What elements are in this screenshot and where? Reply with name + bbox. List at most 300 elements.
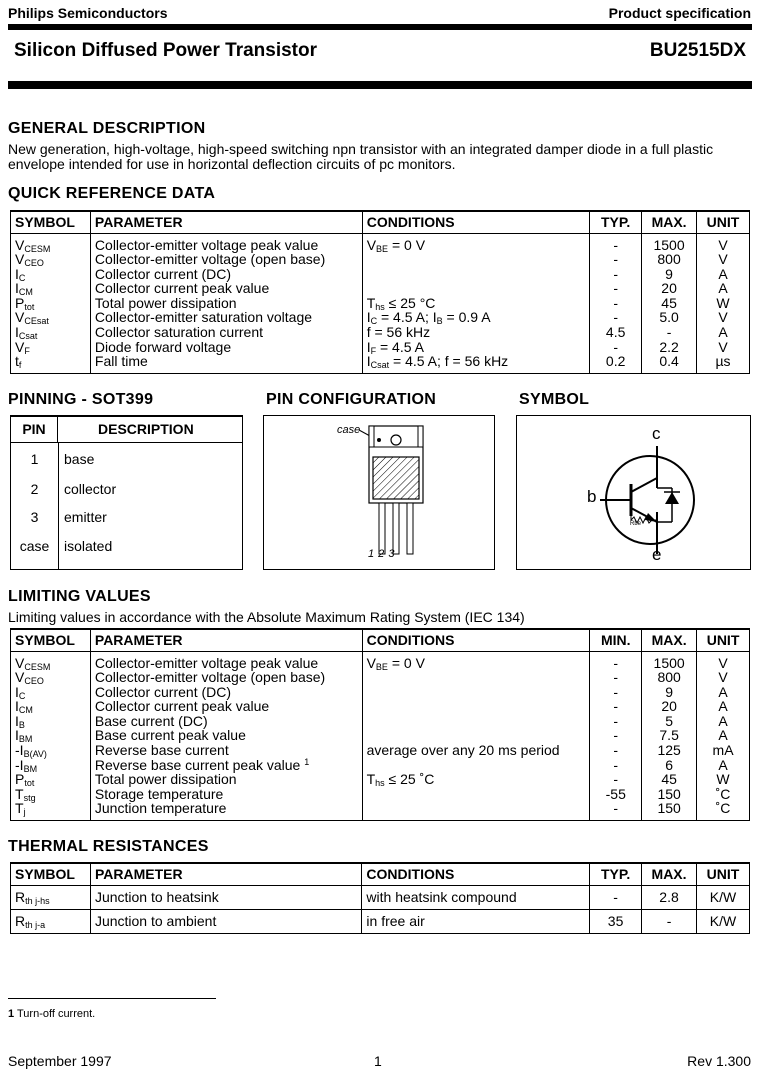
max-cell: 1500 [642,651,697,670]
conditions-cell [362,758,590,773]
symbol-heading: SYMBOL [519,391,590,408]
condition-part: Csat [370,360,390,371]
parameter-text: Collector-emitter voltage (open base) [94,669,326,686]
parameter-text: Reverse base current [94,742,229,759]
parameter-text: Collector current (DC) [94,683,232,700]
typ-cell: - [590,281,642,296]
limiting-values-heading: LIMITING VALUES [8,588,151,605]
parameter-text: Base current (DC) [94,712,208,729]
symbol-cell [11,354,91,373]
unit-cell: A [697,758,750,773]
min-cell: - [590,801,642,820]
pin-case-description: isolated [64,538,113,554]
unit-cell: V [697,310,750,325]
qrd-row [11,252,750,267]
symbol-letter: R [15,888,26,905]
max-cell: 1500 [642,233,697,252]
conditions-cell [362,233,590,252]
parameter-cell: Collector-emitter voltage (open base) [90,252,362,267]
unit-cell: mA [697,743,750,758]
conditions-cell [362,699,590,714]
thermal-row [11,909,750,933]
schematic-symbol-figure [516,415,751,570]
symbol-letter: I [15,265,19,282]
col-unit: UNIT [697,211,750,233]
footnote-number: 1 [8,1008,15,1020]
symbol-cell [11,728,91,743]
thermal-resistances-heading: THERMAL RESISTANCES [8,838,209,855]
symbol-letter: I [15,324,19,341]
symbol-prefix: - [15,742,20,759]
symbol-letter: V [15,251,25,268]
min-cell: - [590,670,642,685]
pin-2-description: collector [64,481,117,497]
col-max: MAX. [642,629,697,651]
parameter-cell [90,728,362,743]
max-cell: 5 [642,714,697,729]
condition-part: I [366,338,371,355]
pin-3-description: emitter [64,509,107,525]
symbol-subscript: tot [24,301,35,312]
collector-label: c [652,424,661,443]
conditions-cell [362,728,590,743]
title-rule [8,81,752,89]
symbol-subscript: th j-a [25,919,46,930]
limiting-row [11,801,750,820]
qrd-row [11,233,750,252]
part-number: BU2515DX [649,40,746,61]
condition-part: BE [376,243,389,254]
col-parameter: PARAMETER [90,629,362,651]
pin-case: case [19,538,50,554]
unit-cell: ˚C [697,787,750,802]
limiting-row [11,743,750,758]
conditions-cell [362,772,590,787]
condition-part: I [366,309,371,326]
footnote [8,1008,95,1020]
unit-cell: A [697,714,750,729]
condition-part: C [370,316,378,327]
condition-part: T [366,294,376,311]
symbol-subscript: CEO [24,258,44,269]
col-symbol: SYMBOL [11,211,91,233]
conditions-cell [362,787,590,802]
col-min: MIN. [590,629,642,651]
emitter-label: e [652,545,662,564]
symbol-cell [11,281,91,296]
symbol-cell [11,252,91,267]
footnote-text: Turn-off current. [14,1008,96,1020]
pin-configuration-figure [263,415,495,570]
symbol-subscript: F [24,345,30,356]
condition-part: hs [375,778,385,789]
condition-part: ≤ 25 °C [384,294,436,311]
parameter-cell: Junction to ambient [90,909,361,933]
parameter-text: Reverse base current peak value [94,756,301,773]
unit-cell: K/W [697,909,750,933]
typ-cell: - [590,267,642,282]
symbol-subscript: CM [18,287,33,298]
symbol-letter: V [15,669,25,686]
quick-reference-table [10,210,750,374]
conditions-cell [362,310,590,325]
base-label: b [587,487,597,506]
parameter-cell: Collector current (DC) [90,267,362,282]
symbol-subscript: BM [18,734,33,745]
typ-cell: 0.2 [590,354,642,373]
footnote-rule [8,998,216,999]
symbol-subscript: C [18,690,26,701]
min-cell: - [590,699,642,714]
symbol-cell [11,758,91,773]
pinning-heading: PINNING - SOT399 [8,391,154,408]
typ-cell: 35 [590,909,642,933]
pin-1-description: base [64,451,95,467]
symbol-subscript: j [23,807,26,818]
symbol-cell [11,909,91,933]
col-max: MAX. [642,211,697,233]
max-cell: 125 [642,743,697,758]
parameter-text: Total power dissipation [94,771,237,788]
condition-part: = 0 V [388,236,426,253]
condition-part: T [366,771,376,788]
unit-cell: ˚C [697,801,750,820]
max-cell: 7.5 [642,728,697,743]
footnote-reference: 1 [304,756,310,767]
symbol-cell [11,233,91,252]
header-rule [8,24,752,30]
typ-cell: - [590,310,642,325]
unit-cell: K/W [697,885,750,909]
max-cell: 2.2 [642,340,697,355]
symbol-subscript: B(AV) [23,749,47,760]
symbol-cell [11,310,91,325]
unit-cell: W [697,772,750,787]
conditions-cell [362,670,590,685]
col-typ: TYP. [590,211,642,233]
condition-part: = 0.9 A [442,309,491,326]
condition-part: BE [375,661,388,672]
conditions-cell [362,801,590,820]
pin-2: 2 [30,481,39,497]
col-parameter: PARAMETER [90,863,361,885]
col-parameter: PARAMETER [90,211,362,233]
qrd-row [11,325,750,340]
parameter-cell: Junction to heatsink [90,885,361,909]
page-title: Silicon Diffused Power Transistor [14,40,318,61]
symbol-subscript: th j-hs [25,895,50,906]
symbol-cell [11,787,91,802]
symbol-letter: V [15,236,25,253]
pin-configuration-heading: PIN CONFIGURATION [266,391,437,408]
max-cell: 0.4 [642,354,697,373]
col-unit: UNIT [697,629,750,651]
min-cell: - [590,772,642,787]
symbol-letter: I [15,280,19,297]
symbol-subscript: CESM [24,661,51,672]
max-cell: 150 [642,801,697,820]
typ-cell: - [590,296,642,311]
company-name: Philips Semiconductors [8,5,168,21]
limiting-row [11,670,750,685]
limiting-values-intro: Limiting values in accordance with the Absolute Maximum Rating System (IEC 134) [8,609,525,625]
conditions-cell: f = 56 kHz [362,325,590,340]
footer-date: September 1997 [8,1053,112,1069]
parameter-cell [90,651,362,670]
min-cell: - [590,728,642,743]
symbol-letter: P [15,294,25,311]
condition-part: ≤ 25 ˚C [384,771,435,788]
col-symbol: SYMBOL [11,863,91,885]
symbol-cell [11,267,91,282]
condition-part: = 0 V [387,654,425,671]
qrd-row [11,354,750,373]
unit-cell: V [697,252,750,267]
limiting-row [11,758,750,773]
symbol-letter: V [15,338,25,355]
conditions-cell [362,354,590,373]
conditions-cell [362,296,590,311]
symbol-cell [11,743,91,758]
symbol-cell [11,685,91,700]
symbol-subscript: tot [24,778,35,789]
parameter-text: Storage temperature [94,785,224,802]
max-cell: 9 [642,685,697,700]
conditions-cell: in free air [362,909,590,933]
transistor-symbol [517,416,750,569]
symbol-letter: I [15,712,19,729]
unit-cell: V [697,233,750,252]
limiting-row [11,685,750,700]
conditions-cell: average over any 20 ms period [362,743,590,758]
parameter-cell [90,685,362,700]
max-cell: 800 [642,252,697,267]
typ-cell: - [590,252,642,267]
parameter-cell [90,772,362,787]
limiting-row [11,651,750,670]
parameter-cell [90,743,362,758]
conditions-cell [362,651,590,670]
max-cell: 20 [642,281,697,296]
thermal-resistances-table [10,862,750,934]
symbol-subscript: stg [23,792,36,803]
symbol-prefix: - [15,756,20,773]
parameter-cell: Collector saturation current [90,325,362,340]
symbol-cell [11,801,91,820]
symbol-letter: t [15,353,19,370]
parameter-cell: Total power dissipation [90,296,362,311]
parameter-cell [90,801,362,820]
conditions-cell [362,685,590,700]
package-drawing [264,416,494,569]
typ-cell: - [590,233,642,252]
symbol-letter: T [15,785,24,802]
max-cell: - [642,325,697,340]
case-label: case [337,424,361,436]
max-cell: 20 [642,699,697,714]
quick-reference-heading: QUICK REFERENCE DATA [8,185,216,202]
qrd-row [11,310,750,325]
symbol-cell [11,340,91,355]
parameter-cell [90,714,362,729]
limiting-values-table [10,628,750,821]
symbol-subscript: B [18,719,25,730]
min-cell: - [590,651,642,670]
unit-cell: A [697,699,750,714]
min-cell: - [590,714,642,729]
conditions-cell: with heatsink compound [362,885,590,909]
symbol-subscript: CEsat [24,316,49,327]
symbol-cell [11,772,91,787]
unit-cell: A [697,267,750,282]
limiting-row [11,714,750,729]
unit-cell: A [697,728,750,743]
max-cell: 45 [642,296,697,311]
parameter-text: Collector-emitter voltage peak value [94,654,319,671]
unit-cell: A [697,685,750,700]
max-cell: 9 [642,267,697,282]
symbol-subscript: CM [18,705,33,716]
parameter-text: Junction temperature [94,800,227,817]
conditions-cell [362,281,590,296]
parameter-cell: Collector-emitter saturation voltage [90,310,362,325]
symbol-subscript: C [18,272,26,283]
max-cell: 150 [642,787,697,802]
col-symbol: SYMBOL [11,629,91,651]
parameter-text: Collector current peak value [94,698,270,715]
col-conditions: CONDITIONS [362,211,590,233]
footer-revision: Rev 1.300 [687,1053,751,1069]
conditions-cell [362,714,590,729]
parameter-cell [90,670,362,685]
condition-part: = 4.5 A; I [377,309,437,326]
max-cell: 5.0 [642,310,697,325]
col-max: MAX. [642,863,697,885]
parameter-cell: Fall time [90,354,362,373]
symbol-letter: P [15,771,25,788]
pinning-table [10,415,243,570]
unit-cell: A [697,281,750,296]
unit-cell: V [697,651,750,670]
max-cell: - [642,909,697,933]
symbol-cell [11,296,91,311]
conditions-cell [362,252,590,267]
symbol-cell [11,670,91,685]
parameter-cell: Diode forward voltage [90,340,362,355]
unit-cell: V [697,340,750,355]
typ-cell: 4.5 [590,325,642,340]
conditions-cell [362,267,590,282]
general-description-heading: GENERAL DESCRIPTION [8,120,206,137]
symbol-letter: T [15,800,24,817]
qrd-row [11,267,750,282]
symbol-letter: I [15,683,19,700]
condition-part: = 4.5 A [376,338,424,355]
condition-part: B [436,316,443,327]
general-description-line1: New generation, high-voltage, high-speed switching npn transistor with an integrated damper diode in a full plastic [8,141,714,157]
symbol-letter: V [15,654,25,671]
symbol-cell [11,714,91,729]
symbol-cell [11,651,91,670]
unit-cell: W [697,296,750,311]
limiting-row [11,699,750,714]
qrd-row [11,340,750,355]
general-description-line2: envelope intended for use in horizontal deflection circuits of pc monitors. [8,156,456,172]
condition-part: = 4.5 A; f = 56 kHz [389,353,509,370]
min-cell: - [590,685,642,700]
thermal-row [11,885,750,909]
condition-part: V [366,236,377,253]
condition-part: hs [375,301,385,312]
col-description: DESCRIPTION [58,417,242,443]
rbe-label: Rbe [630,521,642,527]
unit-cell: V [697,670,750,685]
col-unit: UNIT [697,863,750,885]
max-cell: 6 [642,758,697,773]
symbol-letter: I [19,756,24,773]
unit-cell: A [697,325,750,340]
pin-3: 3 [30,509,39,525]
symbol-letter: R [15,912,26,929]
symbol-cell [11,885,91,909]
symbol-letter: I [15,698,19,715]
symbol-subscript: f [18,360,22,371]
condition-part: V [366,654,376,671]
condition-part: F [370,345,377,356]
parameter-cell [90,758,362,773]
col-conditions: CONDITIONS [362,863,590,885]
parameter-cell [90,787,362,802]
symbol-cell [11,325,91,340]
max-cell: 2.8 [642,885,697,909]
parameter-cell: Collector current peak value [90,281,362,296]
condition-part: I [366,353,371,370]
symbol-subscript: Csat [18,331,38,342]
symbol-letter: V [15,309,25,326]
qrd-row [11,296,750,311]
typ-cell: - [590,885,642,909]
col-typ: TYP. [590,863,642,885]
pin-1: 1 [30,451,39,467]
max-cell: 800 [642,670,697,685]
symbol-subscript: CEO [24,676,44,687]
limiting-row [11,772,750,787]
qrd-row [11,281,750,296]
min-cell: -55 [590,787,642,802]
symbol-subscript: BM [23,763,38,774]
parameter-text: Base current peak value [94,727,246,744]
document-type: Product specification [608,5,751,21]
parameter-cell: Collector-emitter voltage peak value [90,233,362,252]
footer-page-number: 1 [374,1053,382,1069]
col-pin: PIN [11,417,58,443]
symbol-letter: I [15,727,19,744]
limiting-row [11,728,750,743]
min-cell: - [590,758,642,773]
symbol-cell [11,699,91,714]
typ-cell: - [590,340,642,355]
conditions-cell [362,340,590,355]
symbol-letter: I [19,742,24,759]
limiting-row [11,787,750,802]
max-cell: 45 [642,772,697,787]
col-conditions: CONDITIONS [362,629,590,651]
unit-cell: µs [697,354,750,373]
symbol-subscript: CESM [24,243,51,254]
parameter-cell [90,699,362,714]
pin-number-labels: 1 2 3 [368,548,395,560]
min-cell: - [590,743,642,758]
